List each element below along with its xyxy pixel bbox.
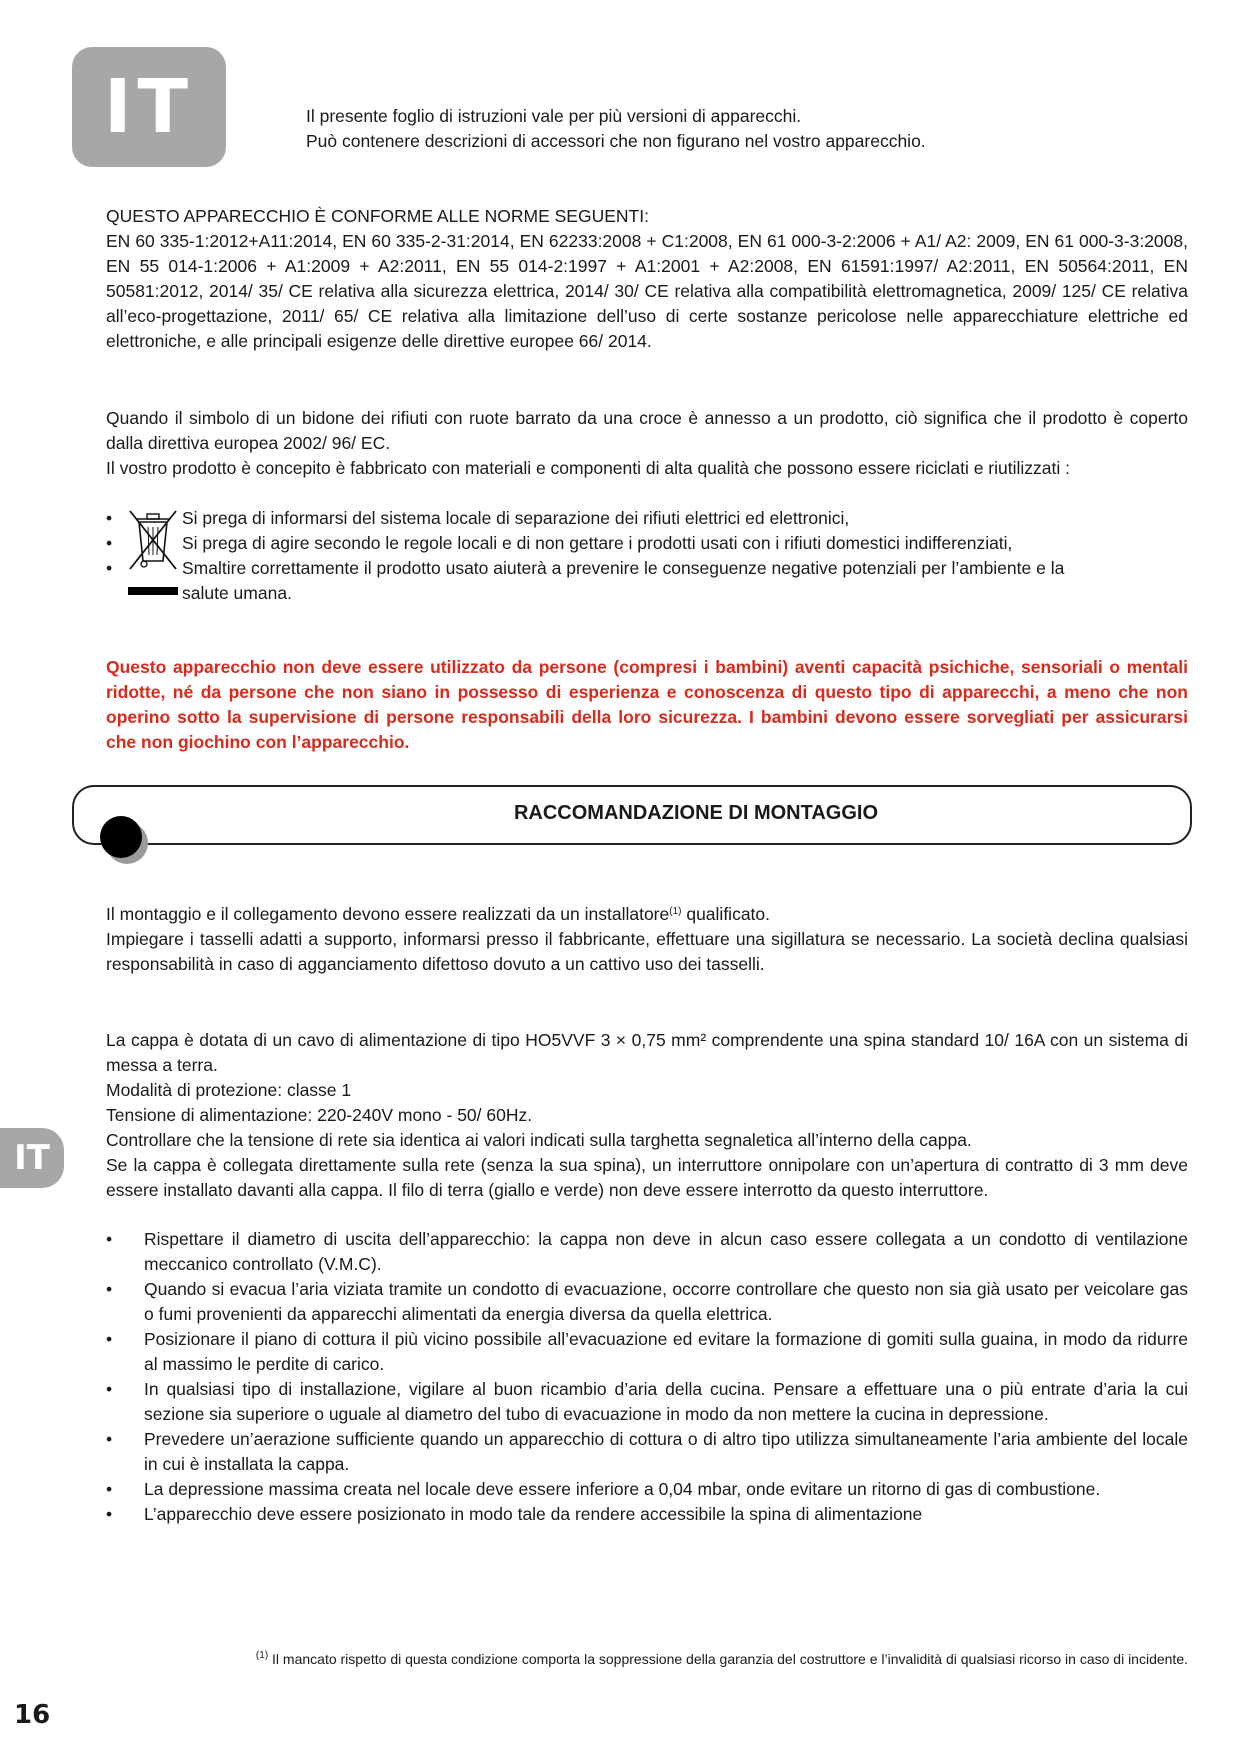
bullet-text: salute umana. <box>182 583 292 603</box>
bullet-mark: • <box>106 508 113 528</box>
power-paragraph-4: Controllare che la tensione di rete sia identica ai valori indicati sulla targhetta segnaletica all’interno della cappa. <box>106 1130 972 1150</box>
bullet-text: Si prega di agire secondo le regole locali e di non gettare i prodotti usati con i rifiuti domestici indifferenziati, <box>182 533 1013 553</box>
list-item <box>106 1377 1188 1427</box>
list-item <box>106 1427 1188 1477</box>
bullet-mark: • <box>106 1379 113 1399</box>
power-section <box>106 1028 1188 1203</box>
bullet-mark: • <box>106 533 113 553</box>
safety-warning: Questo apparecchio non deve essere utilizzato da persone (compresi i bambini) aventi capacità psichiche, sensoriali o mentali ridotte, né da persone che non siano in possesso di esperienza e conoscenza di questo tipo di apparecchi, a meno che non operino sotto la supervisione di persone responsabili della loro sicurezza. I bambini devono essere sorvegliati per assicurarsi che non giochino con l’apparecchio. <box>106 657 1188 752</box>
installation-paragraph-1 <box>106 902 1188 927</box>
intro-line-1: Il presente foglio di istruzioni vale per più versioni di apparecchi. <box>306 106 802 126</box>
installation-text: Il montaggio e il collegamento devono essere realizzati da un installatore <box>106 904 670 924</box>
crossed-bin-icon <box>128 505 178 597</box>
list-item-text: Quando si evacua l’aria viziata tramite un condotto di evacuazione, occorre controllare che questo non sia già usato per veicolare gas o fumi provenienti da apparecchi alimentati da energia diversa da quella elettrica. <box>144 1279 1188 1324</box>
installation-section <box>106 902 1188 977</box>
list-item <box>106 1502 1188 1527</box>
bullet-mark: • <box>106 1229 113 1249</box>
installation-text-end: qualificato. <box>681 904 771 924</box>
list-item <box>106 506 1188 531</box>
bullet-mark: • <box>106 1329 113 1349</box>
norms-text: EN 60 335-1:2012+A11:2014, EN 60 335-2-31:2014, EN 62233:2008 + C1:2008, EN 61 000-3-2:2006 + A1/ A2: 2009, EN 61 000-3-3:2008, EN 55 014-1:2006 + A1:2009 + A2:2011, EN 55 014-2:1997 + A1:2001 + A2:2008, EN 61591:1997/ A2:2011, EN 50564:2011, EN 50581:2012, 2014/ 35/ CE relativa alla sicurezza elettrica, 2014/ 30/ CE relativa alla compatibilità elettromagnetica, 2009/ 125/ CE relativa all’eco-progettazione, 2011/ 65/ CE relativa alla limitazione dell’uso di certe sostanze pericolose nelle apparecchiature elettriche ed elettroniche, e alle principali esigenze delle direttive europee 66/ 2014. <box>106 231 1188 351</box>
bullet-text: Si prega di informarsi del sistema locale di separazione dei rifiuti elettrici ed elettronici, <box>182 508 850 528</box>
list-item <box>106 556 1188 581</box>
bullet-mark: • <box>106 558 113 578</box>
list-item-text: In qualsiasi tipo di installazione, vigilare al buon ricambio d’aria della cucina. Pensare a effettuare una o più entrate d’aria la cui sezione sia superiore o uguale al diametro del tubo di evacuazione in modo da non mettere la cucina in depressione. <box>144 1379 1188 1424</box>
intro-text <box>306 104 1186 154</box>
recommendation-list <box>106 1227 1188 1527</box>
weee-paragraph-1: Quando il simbolo di un bidone dei rifiuti con ruote barrato da una croce è annesso a un prodotto, ciò significa che il prodotto è coperto dalla direttiva europea 2002/ 96/ EC. <box>106 408 1188 453</box>
list-item <box>106 1477 1188 1502</box>
weee-paragraph-2: Il vostro prodotto è concepito è fabbricato con materiali e componenti di alta qualità che possono essere riciclati e riutilizzati : <box>106 458 1070 478</box>
list-item <box>106 1277 1188 1327</box>
list-item-text: Rispettare il diametro di uscita dell’apparecchio: la cappa non deve in alcun caso essere collegata a un condotto di ventilazione meccanico controllato (V.M.C). <box>144 1229 1188 1274</box>
norms-heading: QUESTO APPARECCHIO È CONFORME ALLE NORME SEGUENTI: <box>106 206 649 226</box>
installation-paragraph-2: Impiegare i tasselli adatti a supporto, informarsi presso il fabbricante, effettuare una sigillatura se necessario. La società declina qualsiasi responsabilità in caso di agganciamento difettoso dovuto a un cattivo uso dei tasselli. <box>106 929 1188 974</box>
list-item-text: La depressione massima creata nel locale deve essere inferiore a 0,04 mbar, onde evitare un ritorno di gas di combustione. <box>144 1479 1101 1499</box>
footnote <box>204 1650 1188 1668</box>
footnote-marker: (1) <box>255 1650 269 1661</box>
list-item-text: Posizionare il piano di cottura il più vicino possibile all’evacuazione ed evitare la formazione di gomiti sulla guaina, in modo da ridurre al massimo le perdite di carico. <box>144 1329 1188 1374</box>
list-item-text: Prevedere un’aerazione sufficiente quando un apparecchio di cottura o di altro tipo utilizza simultaneamente l’aria ambiente del locale in cui è installata la cappa. <box>144 1429 1188 1474</box>
bullet-text: Smaltire correttamente il prodotto usato aiuterà a prevenire le conseguenze negative potenziali per l’ambiente e la <box>182 558 1065 578</box>
power-paragraph-1: La cappa è dotata di un cavo di alimentazione di tipo HO5VVF 3 × 0,75 mm² comprendente una spina standard 10/ 16A con un sistema di messa a terra. <box>106 1030 1188 1075</box>
language-badge: IT <box>72 47 226 167</box>
power-voltage: Tensione di alimentazione: 220-240V mono - 50/ 60Hz. <box>106 1105 533 1125</box>
section-dot-icon <box>100 816 142 858</box>
weee-section <box>106 406 1188 481</box>
bullet-mark: • <box>106 1479 113 1499</box>
list-item <box>106 531 1188 556</box>
page-number: 16 <box>14 1700 51 1730</box>
bullet-mark: • <box>106 1504 113 1524</box>
footnote-reference: (1) <box>669 906 682 917</box>
list-item-continued <box>106 581 1188 606</box>
section-title: RACCOMANDAZIONE DI MONTAGGIO <box>513 802 879 824</box>
intro-line-2: Può contenere descrizioni di accessori che non figurano nel vostro apparecchio. <box>306 131 926 151</box>
footnote-text: Il mancato rispetto di questa condizione comporta la soppressione della garanzia del costruttore e l’invalidità di qualsiasi ricorso in caso di incidente. <box>268 1651 1188 1667</box>
list-item <box>106 1327 1188 1377</box>
side-language-badge: IT <box>0 1128 64 1188</box>
power-paragraph-5: Se la cappa è collegata direttamente sulla rete (senza la sua spina), un interruttore onnipolare con un’apertura di contratto di 3 mm deve essere installato davanti alla cappa. Il filo di terra (giallo e verde) non deve essere interrotto da questo interruttore. <box>106 1155 1188 1200</box>
weee-bullet-list <box>106 506 1188 606</box>
power-protection-class: Modalità di protezione: classe 1 <box>106 1080 352 1100</box>
bullet-mark: • <box>106 1279 113 1299</box>
list-item-text: L’apparecchio deve essere posizionato in modo tale da rendere accessibile la spina di alimentazione <box>144 1504 923 1524</box>
norms-section <box>106 204 1188 354</box>
bullet-mark: • <box>106 1429 113 1449</box>
list-item <box>106 1227 1188 1277</box>
